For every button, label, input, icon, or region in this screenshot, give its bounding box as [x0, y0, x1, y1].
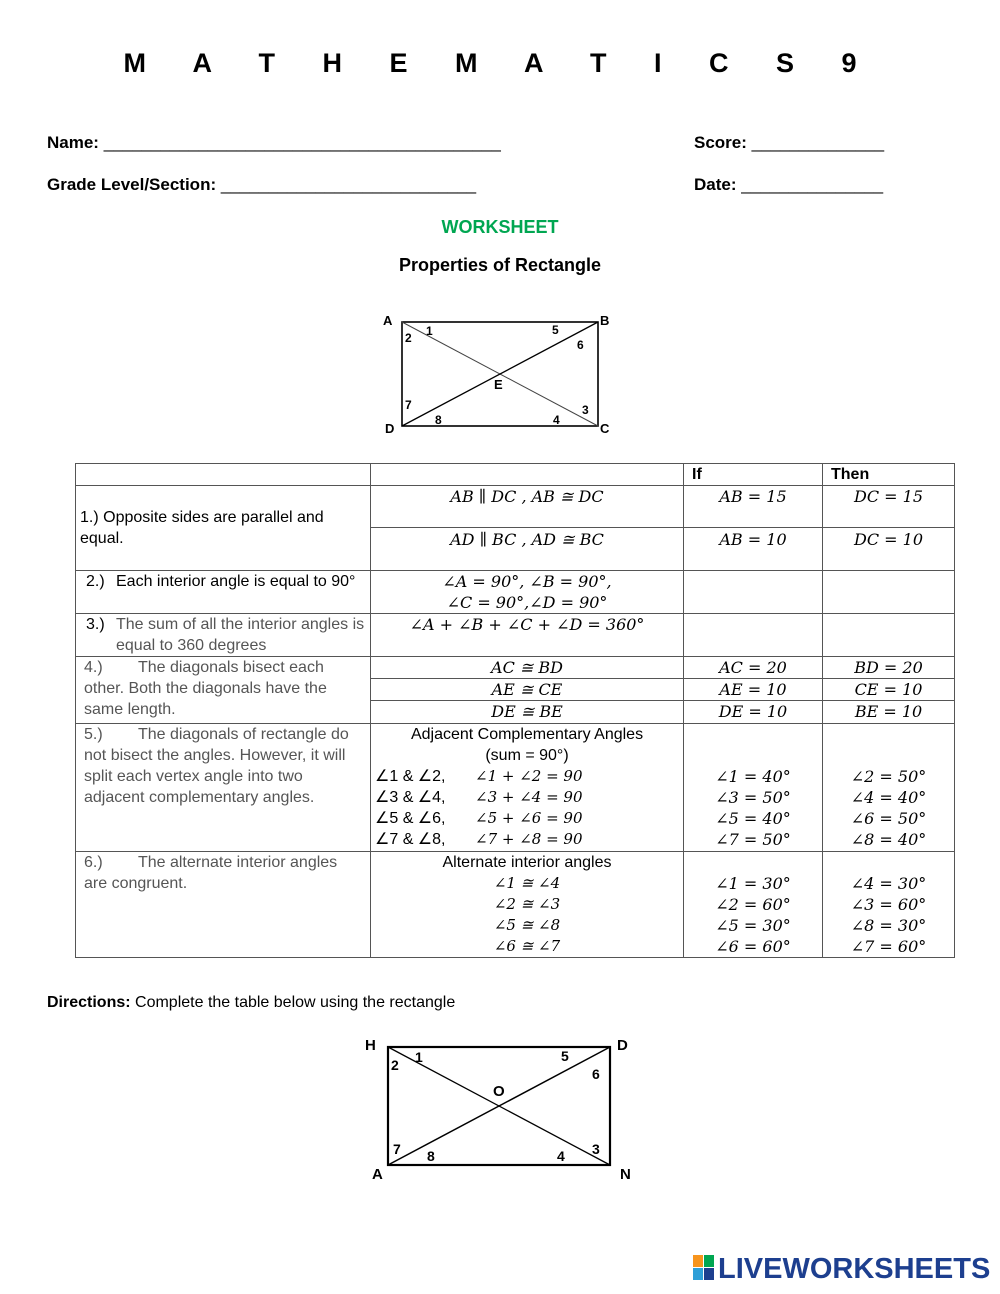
pair-label: ∠7 & ∠8,: [375, 831, 446, 848]
angle-label: 4: [557, 1148, 565, 1164]
if-value: ∠2 = 60°: [715, 895, 791, 914]
then-value: ∠8 = 30°: [850, 916, 927, 935]
if-cell: [684, 571, 823, 614]
then-value: ∠4 = 30°: [850, 874, 927, 893]
angle-label: 5: [552, 323, 559, 337]
then-value: ∠4 = 40°: [850, 788, 927, 807]
if-value: ∠3 = 50°: [715, 788, 791, 807]
table-row: [76, 724, 955, 852]
alternate-statement: ∠2 ≅ ∠3: [493, 895, 561, 913]
adjacent-heading: Adjacent Complementary Angles: [410, 726, 644, 743]
if-cell: AB = 10: [684, 528, 823, 571]
statement-line: ∠A = 90°, ∠B = 90°,: [442, 572, 612, 591]
if-value: ∠5 = 30°: [715, 916, 791, 935]
if-value: ∠5 = 40°: [715, 809, 791, 828]
angle-label: 6: [592, 1066, 600, 1082]
worksheet-subtitle: Properties of Rectangle: [398, 255, 602, 275]
statement-cell: ∠A + ∠B + ∠C + ∠D = 360°: [371, 614, 684, 657]
directions: [47, 994, 455, 1012]
page-title: M A T H E M A T I C S 9: [123, 48, 877, 78]
vertex-label: A: [372, 1166, 383, 1183]
statement-cell: AC ≅ BD: [371, 657, 684, 679]
grade-section-label: Grade Level/Section:: [47, 175, 217, 194]
statement-cell: AE ≅ CE: [371, 679, 684, 701]
pair-row: [375, 808, 679, 829]
name-label: Name:: [47, 133, 99, 152]
center-label: O: [493, 1083, 505, 1100]
header-cell: [76, 464, 371, 486]
statement-cell: AB ∥ DC , AB ≅ DC: [371, 486, 684, 528]
angle-label: 1: [415, 1049, 423, 1065]
pair-label: ∠5 & ∠6,: [375, 810, 446, 827]
if-cell: DE = 10: [684, 701, 823, 724]
date-label: Date:: [694, 175, 737, 194]
vertex-label: A: [383, 313, 393, 328]
vertex-label: C: [600, 421, 610, 436]
if-cell: AE = 10: [684, 679, 823, 701]
vertex-label: D: [385, 421, 395, 436]
header-cell: [371, 464, 684, 486]
pair-label: ∠3 & ∠4,: [375, 789, 446, 806]
table-row: [76, 657, 955, 679]
table-row: [76, 571, 955, 614]
liveworksheets-logo-icon: [693, 1255, 715, 1281]
if-value: ∠6 = 60°: [715, 937, 791, 956]
then-value: ∠6 = 50°: [850, 809, 927, 828]
pair-label: ∠1 & ∠2,: [375, 768, 446, 785]
vertex-label: B: [600, 313, 610, 328]
directions-text: Complete the table below using the rectangle: [130, 994, 456, 1011]
header-then: Then: [823, 464, 955, 486]
table-header-row: [76, 464, 955, 486]
adjacent-subheading: (sum = 90°): [485, 747, 569, 764]
property-cell: 6.) The alternate interior angles are congruent.: [76, 852, 371, 958]
pair-sum: ∠3 + ∠4 = 90: [475, 788, 583, 806]
angle-label: 2: [405, 331, 412, 345]
name-line[interactable]: __________________________________________: [103, 133, 501, 152]
table-row: [76, 852, 955, 958]
angle-label: 4: [553, 413, 560, 427]
vertex-label: D: [617, 1037, 628, 1054]
property-cell: 4.) The diagonals bisect each other. Both the diagonals have the same length.: [76, 657, 371, 724]
pair-row: [375, 829, 679, 850]
table-row: [76, 614, 955, 657]
angle-label: 3: [582, 403, 589, 417]
angle-label: 3: [592, 1141, 600, 1157]
pair-sum: ∠5 + ∠6 = 90: [475, 809, 583, 827]
then-value: ∠2 = 50°: [850, 767, 927, 786]
statement-cell: AD ∥ BC , AD ≅ BC: [371, 528, 684, 571]
then-value: ∠7 = 60°: [850, 937, 927, 956]
property-cell: [76, 571, 371, 614]
angle-label: 2: [391, 1057, 399, 1073]
pair-sum: ∠1 + ∠2 = 90: [475, 767, 583, 785]
if-value: ∠7 = 50°: [715, 830, 791, 849]
if-cell: [684, 852, 823, 958]
statement-cell: [371, 852, 684, 958]
if-value: ∠1 = 30°: [715, 874, 791, 893]
if-cell: [684, 724, 823, 852]
then-cell: BE = 10: [823, 701, 955, 724]
angle-label: 6: [577, 338, 584, 352]
then-cell: BD = 20: [823, 657, 955, 679]
pair-row: [375, 766, 679, 787]
if-value: ∠1 = 40°: [715, 767, 791, 786]
angle-label: 7: [405, 398, 412, 412]
rectangle-figure-hdna: [355, 1030, 645, 1190]
then-cell: [823, 614, 955, 657]
property-number: 3.): [86, 616, 105, 633]
property-cell: 5.) The diagonals of rectangle do not bisect the angles. However, it will split each vertex angle into two adjacent complementary angles.: [76, 724, 371, 852]
score-line[interactable]: ______________: [751, 133, 885, 152]
grade-section-line[interactable]: ___________________________: [220, 175, 477, 194]
properties-table: [75, 463, 955, 958]
angle-label: 8: [435, 413, 442, 427]
property-cell: [76, 614, 371, 657]
if-cell: AB = 15: [684, 486, 823, 528]
directions-label: Directions:: [47, 994, 131, 1011]
vertex-label: H: [365, 1037, 376, 1054]
angle-label: 8: [427, 1148, 435, 1164]
property-cell: 1.) Opposite sides are parallel and equal.: [76, 486, 371, 571]
property-text: The sum of all the interior angles is equal to 360 degrees: [116, 616, 365, 654]
then-cell: DC = 10: [823, 528, 955, 571]
then-cell: CE = 10: [823, 679, 955, 701]
score-label: Score:: [694, 133, 747, 152]
alternate-statement: ∠1 ≅ ∠4: [493, 874, 561, 892]
alternate-statement: ∠5 ≅ ∠8: [493, 916, 561, 934]
then-value: ∠3 = 60°: [850, 895, 927, 914]
alternate-statement: ∠6 ≅ ∠7: [493, 937, 561, 955]
name-field: [47, 133, 501, 153]
center-label: E: [494, 377, 503, 392]
alternate-heading: Alternate interior angles: [442, 854, 612, 871]
logo-text: LIVEWORKSHEETS: [718, 1253, 991, 1285]
liveworksheets-logo: [693, 1253, 990, 1286]
rectangle-figure-abcd: [370, 305, 630, 440]
property-number: 2.): [86, 573, 105, 590]
if-cell: [684, 614, 823, 657]
date-line[interactable]: _______________: [741, 175, 884, 194]
pair-row: [375, 787, 679, 808]
worksheet-label: WORKSHEET: [441, 217, 559, 237]
if-cell: AC = 20: [684, 657, 823, 679]
table-row: [76, 486, 955, 528]
angle-label: 5: [561, 1048, 569, 1064]
then-cell: DC = 15: [823, 486, 955, 528]
pair-sum: ∠7 + ∠8 = 90: [475, 830, 583, 848]
property-text: Each interior angle is equal to 90°: [116, 573, 356, 590]
then-cell: [823, 724, 955, 852]
then-cell: [823, 571, 955, 614]
angle-label: 1: [426, 324, 433, 338]
then-cell: [823, 852, 955, 958]
statement-cell: [371, 724, 684, 852]
header-if: If: [684, 464, 823, 486]
vertex-label: N: [620, 1166, 631, 1183]
date-field: [694, 175, 883, 195]
score-field: [694, 133, 884, 153]
angle-label: 7: [393, 1141, 401, 1157]
statement-line: ∠C = 90°,∠D = 90°: [446, 593, 608, 612]
grade-section-field: [47, 175, 476, 195]
statement-cell: DE ≅ BE: [371, 701, 684, 724]
then-value: ∠8 = 40°: [850, 830, 927, 849]
statement-cell: [371, 571, 684, 614]
